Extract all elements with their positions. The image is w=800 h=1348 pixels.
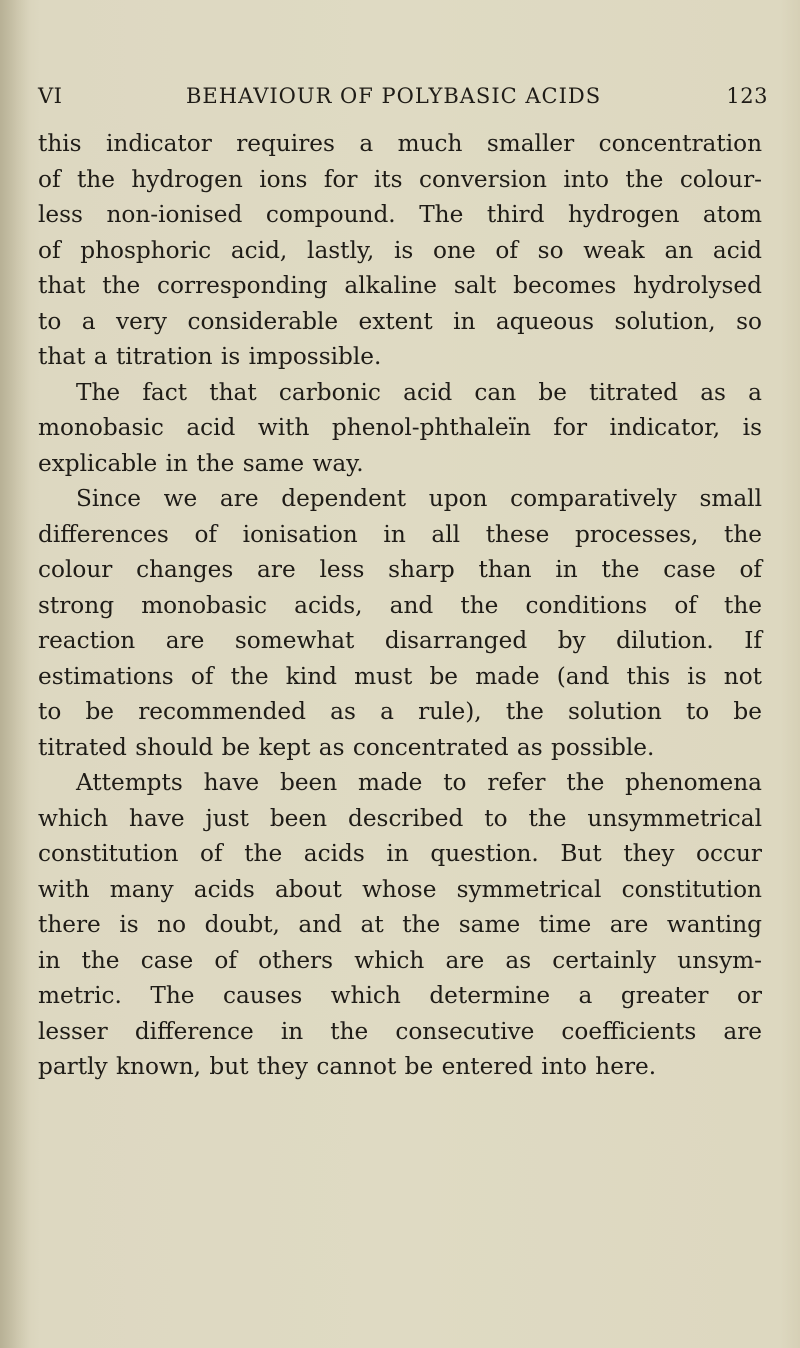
text-line: estimations of the kind must be made (and this is not [38, 662, 762, 690]
text-line: colour changes are less sharp than in the case of [38, 556, 762, 583]
page-number: 123 [726, 84, 768, 108]
text-line: with many acids about whose symmetrical constitution [38, 875, 762, 903]
body-text [38, 126, 762, 1085]
text-line: partly known, but they cannot be entered into here. [38, 1053, 657, 1080]
text-line: to be recommended as a rule), the solution to be [38, 698, 762, 725]
text-line: The fact that carbonic acid can be titrated as a [76, 378, 762, 406]
text-line: monobasic acid with phenol-phthaleïn for indicator, is [38, 414, 762, 441]
text-line: explicable in the same way. [38, 449, 364, 477]
text-line: constitution of the acids in question. But they occur [38, 840, 762, 867]
text-line: less non-ionised compound. The third hydrogen atom [38, 201, 762, 228]
text-line: of phosphoric acid, lastly, is one of so weak an acid [38, 236, 762, 264]
paragraph [38, 375, 762, 482]
text-line: Attempts have been made to refer the phenomena [76, 769, 762, 796]
text-line: strong monobasic acids, and the conditions of the [38, 591, 762, 619]
text-line: Since we are dependent upon comparatively small [76, 485, 762, 512]
text-line: that the corresponding alkaline salt becomes hydrolysed [38, 272, 762, 299]
text-line: metric. The causes which determine a greater or [38, 982, 762, 1009]
text-line: to a very considerable extent in aqueous solution, so [38, 307, 762, 335]
paragraph [38, 765, 762, 1085]
paragraph [38, 481, 762, 765]
text-line: of the hydrogen ions for its conversion into the colour- [38, 165, 762, 193]
text-line: reaction are somewhat disarranged by dilution. If [38, 627, 762, 654]
text-line: which have just been described to the unsymmetrical [38, 804, 762, 832]
running-title: BEHAVIOUR OF POLYBASIC ACIDS [186, 84, 602, 108]
text-line: that a titration is impossible. [38, 343, 382, 370]
text-line: this indicator requires a much smaller concentration [38, 130, 762, 157]
text-line: in the case of others which are as certainly unsym- [38, 946, 762, 974]
chapter-number: VI [38, 84, 63, 108]
text-line: differences of ionisation in all these processes, the [38, 520, 762, 548]
paragraph [38, 126, 762, 375]
text-line: there is no doubt, and at the same time are wanting [38, 911, 762, 938]
running-header [38, 84, 768, 114]
text-line: titrated should be kept as concentrated as possible. [38, 733, 655, 761]
text-line: lesser difference in the consecutive coefficients are [38, 1017, 762, 1045]
